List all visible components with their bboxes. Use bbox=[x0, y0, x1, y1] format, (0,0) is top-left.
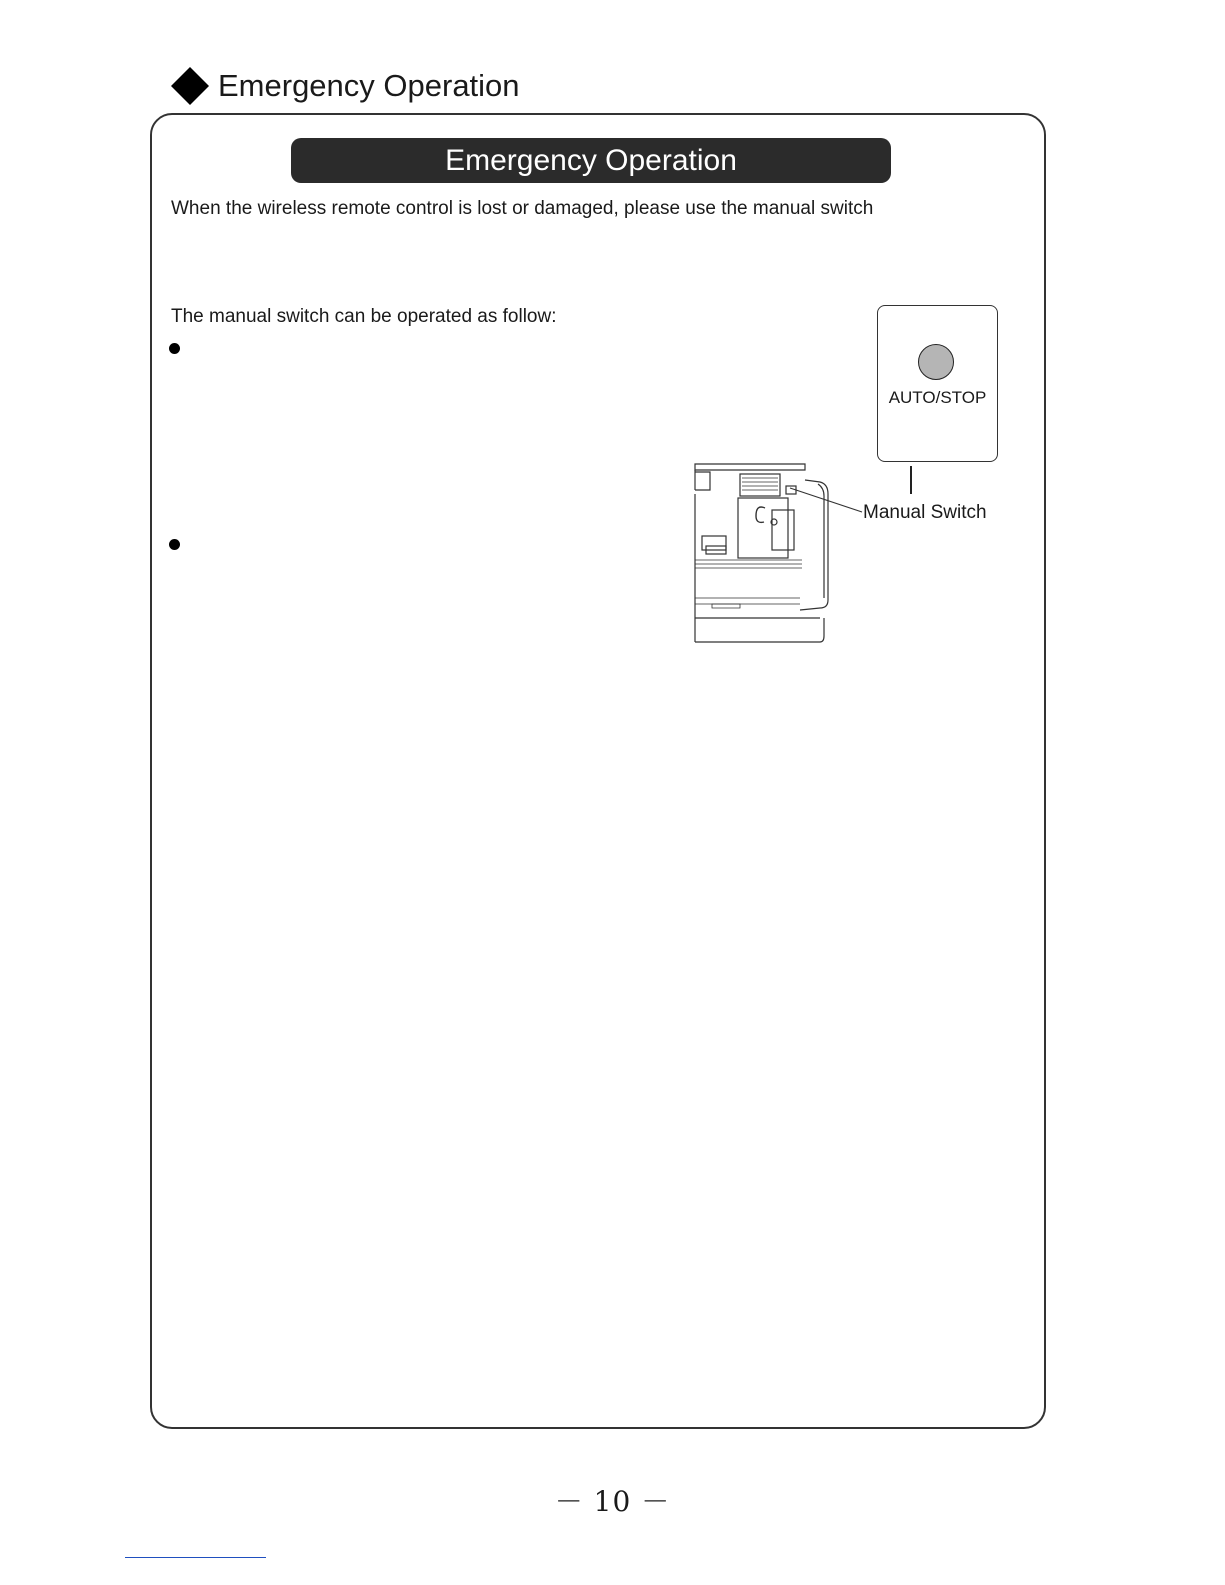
manual-switch-label: Manual Switch bbox=[863, 502, 987, 523]
indoor-unit-drawing bbox=[690, 460, 865, 650]
section-heading bbox=[170, 66, 520, 106]
switch-panel-illustration bbox=[877, 305, 998, 462]
footer-link-underline bbox=[125, 1557, 266, 1558]
page-number: － 10 － bbox=[554, 1485, 671, 1518]
operations-label: The manual switch can be operated as follow: bbox=[171, 306, 557, 327]
callout-tick bbox=[910, 466, 912, 494]
auto-stop-button-illustration bbox=[918, 344, 954, 380]
intro-text: When the wireless remote control is lost or damaged, please use the manual switch bbox=[171, 198, 874, 219]
bullet-dot-icon bbox=[169, 539, 180, 550]
banner-title: Emergency Operation bbox=[291, 138, 891, 183]
bullet-dot-icon bbox=[169, 343, 180, 354]
section-heading-text: Emergency Operation bbox=[218, 68, 520, 103]
auto-stop-label: AUTO/STOP bbox=[888, 388, 987, 407]
diamond-icon bbox=[170, 66, 210, 106]
